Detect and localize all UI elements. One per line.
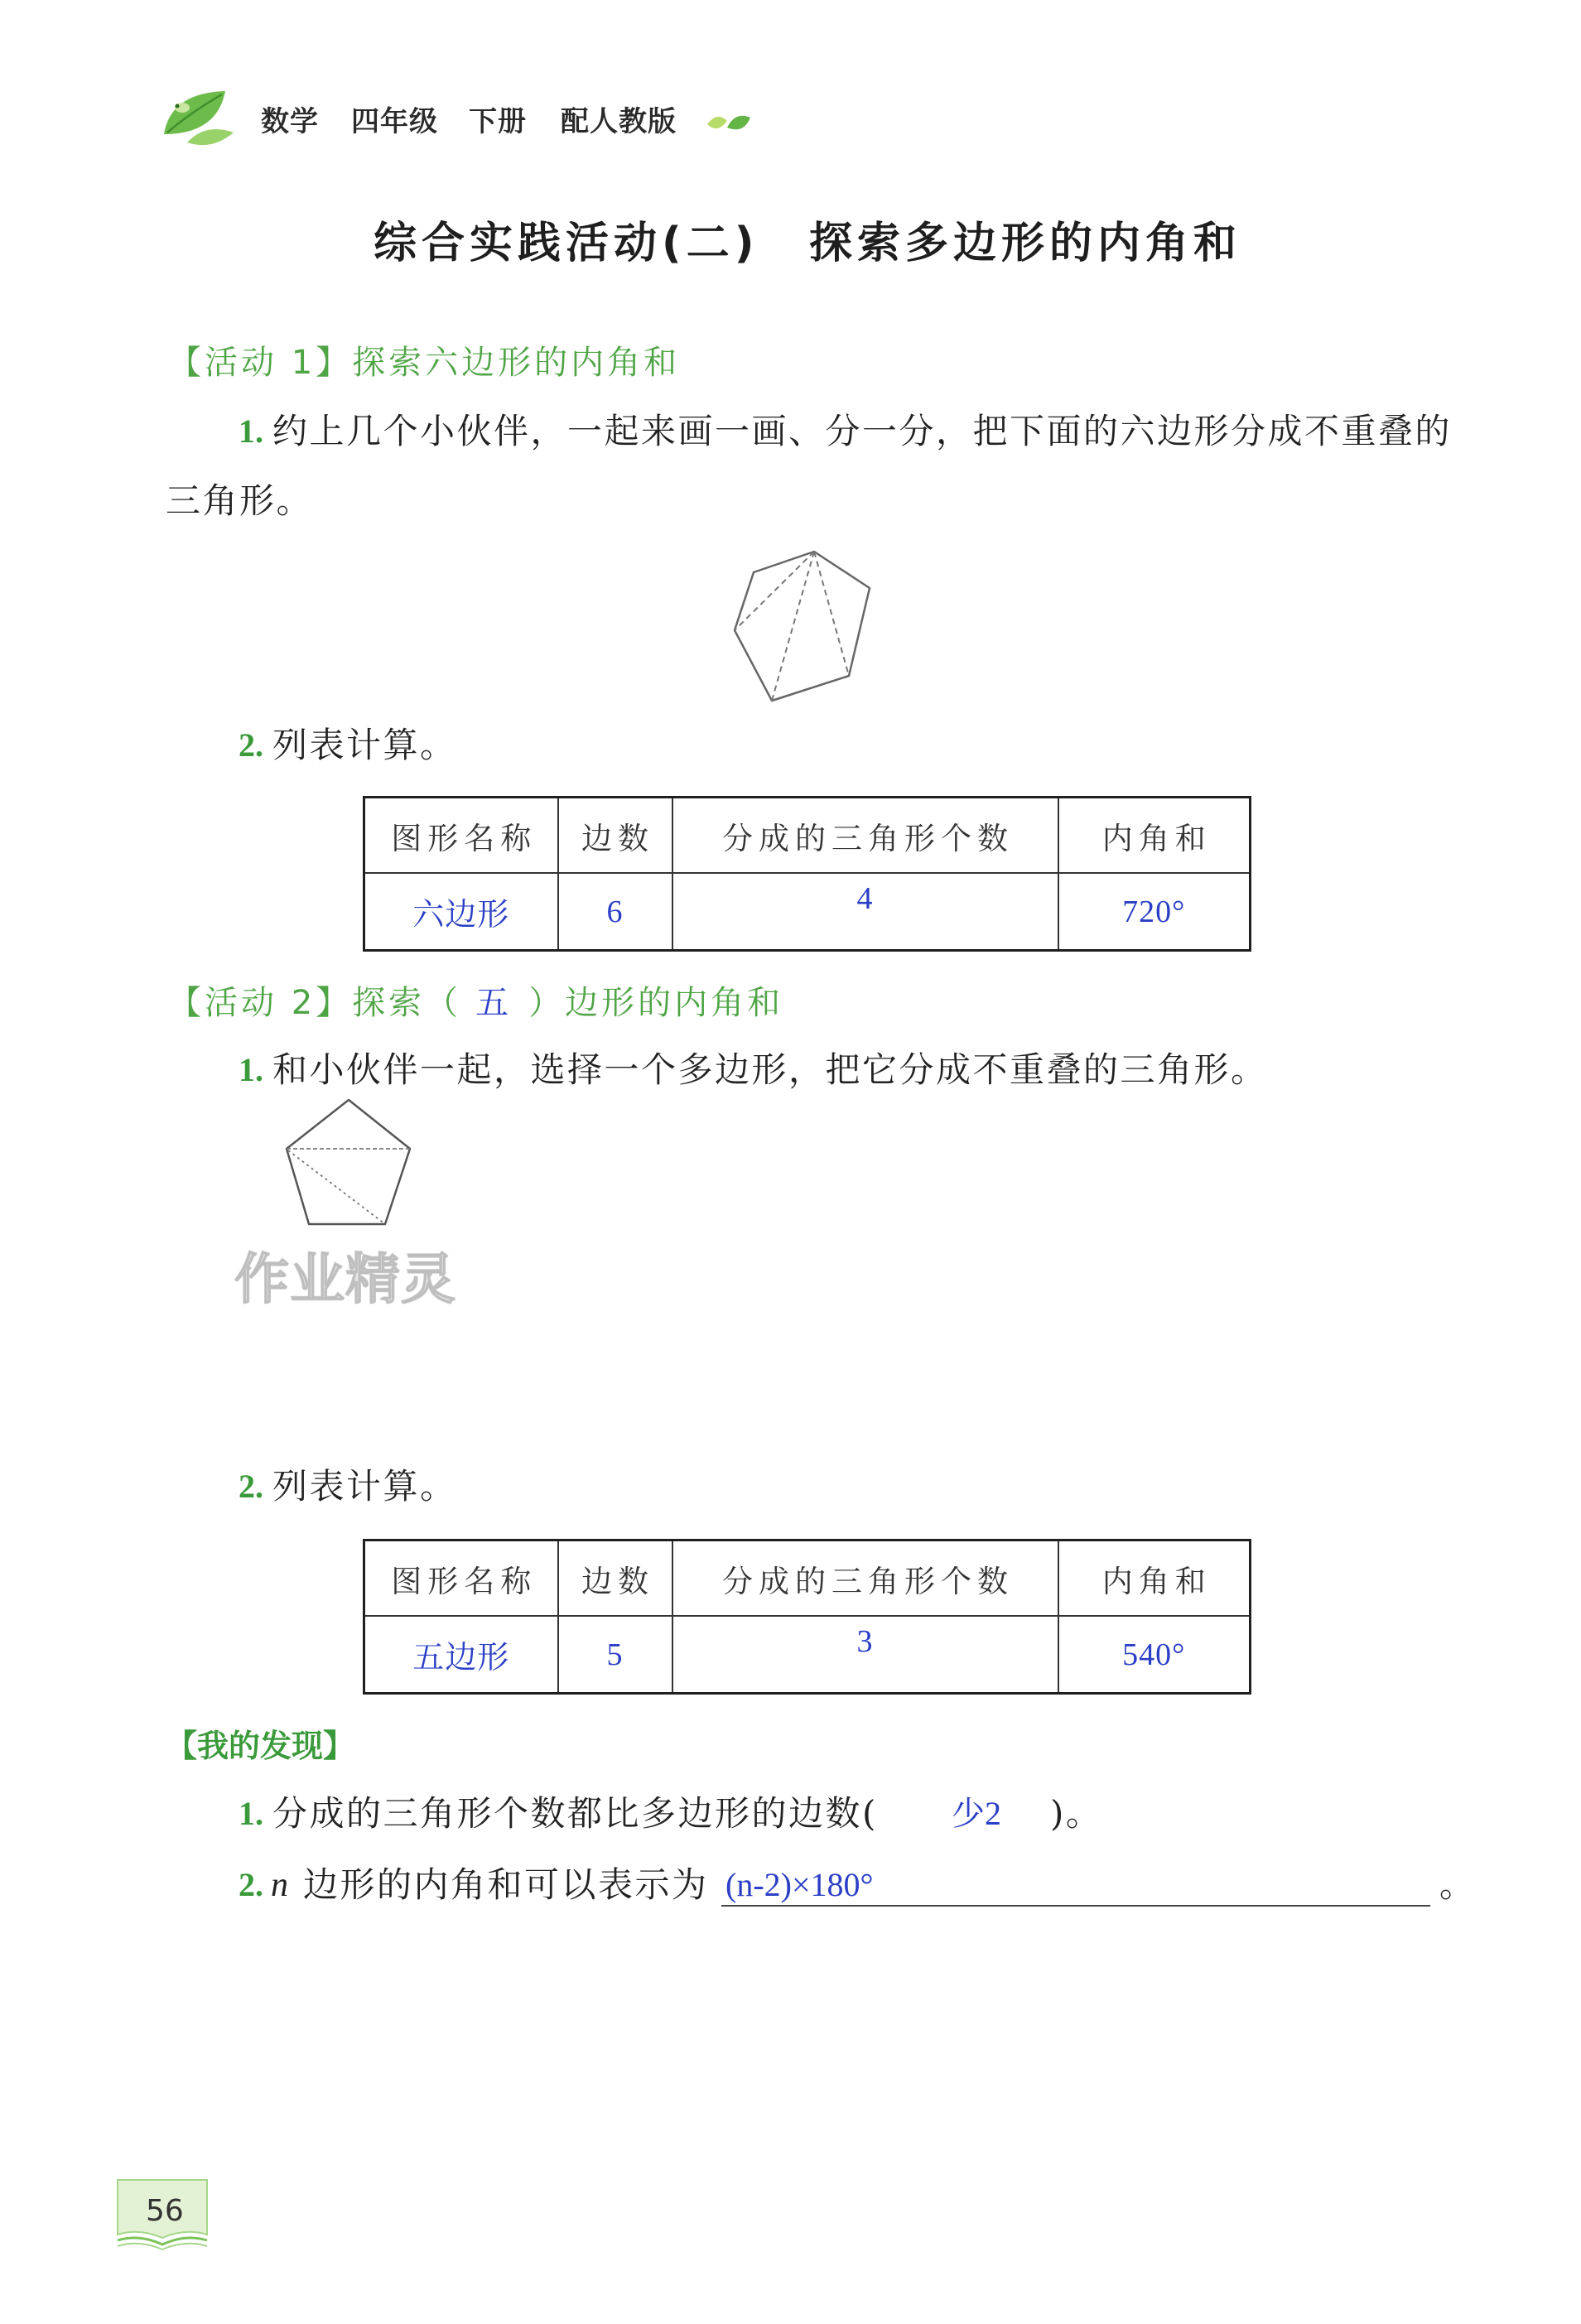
side-count-answer: 6 [606,894,624,929]
activity1-q1-text-line2: 三角形。 [166,480,314,521]
table-header-row [364,1540,1251,1617]
page-title-activity: 综合实践活动(二) [374,219,759,268]
leaf-logo-icon [157,83,236,149]
activity2-q2-number: 2. [239,1468,263,1505]
activity1-heading: 【活动 1】探索六边形的内角和 [168,344,681,382]
watermark: 作业精灵 [234,1247,456,1311]
discovery-item1-text: 分成的三角形个数都比多边形的边数( [272,1793,878,1834]
angle-sum-answer: 720° [1122,894,1186,929]
pentagon-figure [273,1085,431,1242]
table-header-cell: 边数 [558,1540,672,1617]
shape-name-answer: 五边形 [412,1641,510,1675]
page-number: 56 [146,2194,184,2228]
table-header-cell: 内角和 [1058,798,1251,874]
table-cell [672,1616,1058,1694]
header-subject: 数学 [261,105,319,138]
table-header-cell: 图形名称 [364,1540,558,1617]
table-cell [364,1616,558,1694]
table-cell [1058,1616,1251,1694]
triangle-count-answer: 4 [856,880,874,916]
table-header-cell: 边数 [558,798,672,874]
activity2-heading-answer: 五 [475,984,513,1021]
discovery-item2-answer: (n-2)×180° [725,1866,874,1903]
table-cell [672,873,1058,951]
header-volume: 下册 [469,105,527,138]
activity2-heading-suffix: ）边形的内角和 [528,984,784,1022]
discovery-item1-close: )。 [1050,1793,1103,1834]
header-grade: 四年级 [351,105,438,138]
activity2-table [363,1539,1251,1695]
page-title-topic: 探索多边形的内角和 [809,219,1242,268]
activity2-heading-prefix: 【活动 2】探索（ [168,984,462,1022]
table-cell [558,1616,672,1694]
activity1-q1-text-line1: 约上几个小伙伴，一起来画一画、分一分，把下面的六边形分成不重叠的 [272,411,1453,451]
activity2-q1-text: 和小伙伴一起，选择一个多边形，把它分成不重叠的三角形。 [272,1049,1268,1090]
triangle-count-answer: 3 [856,1623,874,1659]
table-header-cell: 图形名称 [364,798,558,874]
table-row [364,873,1251,951]
activity2-q1-number: 1. [239,1051,263,1088]
angle-sum-answer: 540° [1122,1637,1186,1672]
table-cell [558,873,672,951]
activity1-q2-number: 2. [239,726,263,764]
discovery-item2-text: 边形的内角和可以表示为 [303,1864,709,1905]
hexagon-figure [721,538,886,712]
side-count-answer: 5 [606,1637,624,1672]
table-row [364,1616,1251,1694]
table-cell [1058,873,1251,951]
activity2-q2-text: 列表计算。 [272,1466,457,1507]
discovery-item2-end: 。 [1439,1864,1477,1905]
discovery-heading: 【我的发现】 [166,1728,355,1764]
discovery-item2-number: 2. [239,1866,263,1903]
table-cell [364,873,558,951]
activity1-q2-text: 列表计算。 [272,725,457,765]
answer-underline [721,1905,1430,1907]
discovery-item2-variable: n [271,1866,288,1904]
small-leaves-icon [706,109,752,136]
table-header-cell: 分成的三角形个数 [672,1540,1058,1617]
table-header-cell: 分成的三角形个数 [672,798,1058,874]
activity1-q1-number: 1. [239,412,263,450]
shape-name-answer: 六边形 [412,898,510,933]
discovery-item1-answer: 少2 [952,1795,1001,1832]
activity2-heading [168,986,783,1020]
header-edition: 配人教版 [561,105,677,138]
table-header-cell: 内角和 [1058,1540,1251,1617]
discovery-item1-number: 1. [239,1795,263,1832]
activity1-table [363,796,1251,952]
table-header-row [364,798,1251,874]
